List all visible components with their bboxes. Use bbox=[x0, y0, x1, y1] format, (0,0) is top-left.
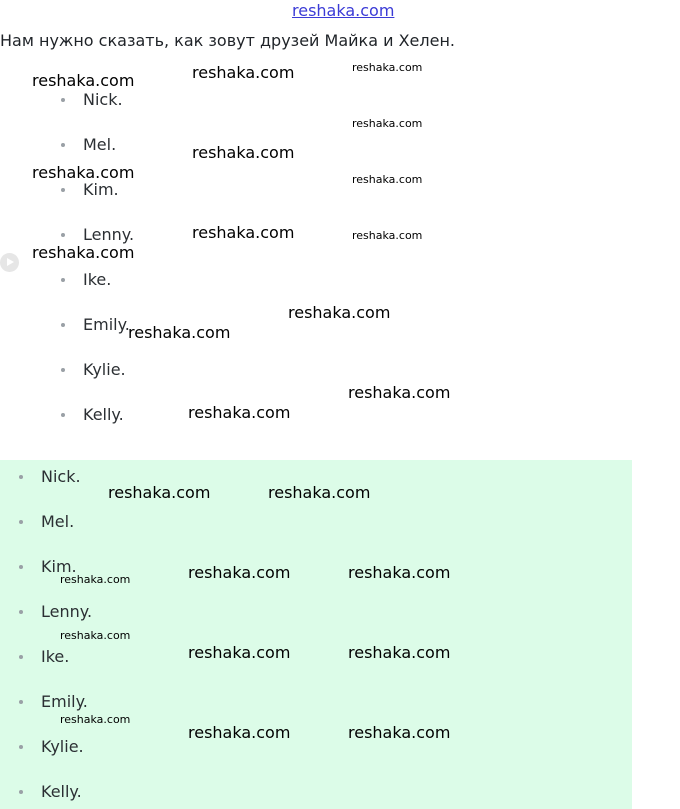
play-circle-icon[interactable] bbox=[0, 253, 19, 272]
bullet-icon bbox=[19, 475, 23, 479]
bullet-icon bbox=[19, 565, 23, 569]
watermark: reshaka.com bbox=[188, 723, 291, 742]
list-item-label: Kim. bbox=[41, 557, 77, 576]
bullet-icon bbox=[19, 745, 23, 749]
watermark: reshaka.com bbox=[188, 643, 291, 662]
watermark: reshaka.com bbox=[352, 61, 423, 74]
watermark: reshaka.com bbox=[348, 723, 451, 742]
list-item-label: Emily. bbox=[83, 315, 130, 334]
watermark: reshaka.com bbox=[268, 483, 371, 502]
list-item-label: Kylie. bbox=[83, 360, 126, 379]
watermark: reshaka.com bbox=[192, 63, 295, 82]
watermark: reshaka.com bbox=[188, 563, 291, 582]
list-item-label: Ike. bbox=[41, 647, 70, 666]
bullet-icon bbox=[61, 143, 65, 147]
list-item bbox=[41, 511, 74, 533]
list-item-label: Emily. bbox=[41, 692, 88, 711]
watermark: reshaka.com bbox=[108, 483, 211, 502]
list-item bbox=[83, 269, 111, 291]
list-item-label: Nick. bbox=[83, 90, 123, 109]
bullet-icon bbox=[61, 98, 65, 102]
watermark: reshaka.com bbox=[348, 643, 451, 662]
task-text: Нам нужно сказать, как зовут друзей Майка и Хелен. bbox=[0, 31, 455, 50]
watermark: reshaka.com bbox=[32, 243, 135, 262]
list-item-label: Lenny. bbox=[83, 225, 135, 244]
list-item bbox=[41, 466, 81, 488]
list-item bbox=[41, 781, 82, 803]
watermark: reshaka.com bbox=[288, 303, 391, 322]
watermark: reshaka.com bbox=[188, 403, 291, 422]
bullet-icon bbox=[19, 520, 23, 524]
list-item bbox=[41, 601, 92, 623]
list-item-label: Mel. bbox=[41, 512, 75, 531]
watermark: reshaka.com bbox=[60, 629, 131, 642]
bullet-icon bbox=[19, 790, 23, 794]
watermark: reshaka.com bbox=[352, 117, 423, 130]
bullet-icon bbox=[61, 368, 65, 372]
list-item-label: Kelly. bbox=[83, 405, 124, 424]
list-item bbox=[83, 404, 124, 426]
watermark: reshaka.com bbox=[192, 143, 295, 162]
list-item bbox=[83, 134, 116, 156]
list-item-label: Ike. bbox=[83, 270, 112, 289]
list-item bbox=[41, 691, 88, 713]
bullet-icon bbox=[61, 188, 65, 192]
bullet-icon bbox=[19, 655, 23, 659]
watermark: reshaka.com bbox=[32, 71, 135, 90]
watermark: reshaka.com bbox=[352, 173, 423, 186]
watermark: reshaka.com bbox=[348, 563, 451, 582]
watermark: reshaka.com bbox=[60, 573, 131, 586]
watermark: reshaka.com bbox=[60, 713, 131, 726]
watermark: reshaka.com bbox=[192, 223, 295, 242]
watermark: reshaka.com bbox=[128, 323, 231, 342]
list-item bbox=[83, 359, 126, 381]
list-item-label: Kelly. bbox=[41, 782, 82, 801]
bullet-icon bbox=[61, 323, 65, 327]
site-link[interactable]: reshaka.com bbox=[292, 1, 395, 20]
list-item bbox=[83, 89, 123, 111]
list-item bbox=[83, 314, 130, 336]
list-item-label: Lenny. bbox=[41, 602, 93, 621]
list-item-label: Kylie. bbox=[41, 737, 84, 756]
bullet-icon bbox=[61, 413, 65, 417]
list-item bbox=[41, 736, 84, 758]
list-item bbox=[83, 179, 119, 201]
bullet-icon bbox=[61, 278, 65, 282]
bullet-icon bbox=[61, 233, 65, 237]
watermark: reshaka.com bbox=[32, 163, 135, 182]
list-item-label: Kim. bbox=[83, 180, 119, 199]
list-item-label: Nick. bbox=[41, 467, 81, 486]
bullet-icon bbox=[19, 700, 23, 704]
bullet-icon bbox=[19, 610, 23, 614]
list-item-label: Mel. bbox=[83, 135, 117, 154]
watermark: reshaka.com bbox=[348, 383, 451, 402]
list-item bbox=[41, 646, 69, 668]
watermark: reshaka.com bbox=[352, 229, 423, 242]
